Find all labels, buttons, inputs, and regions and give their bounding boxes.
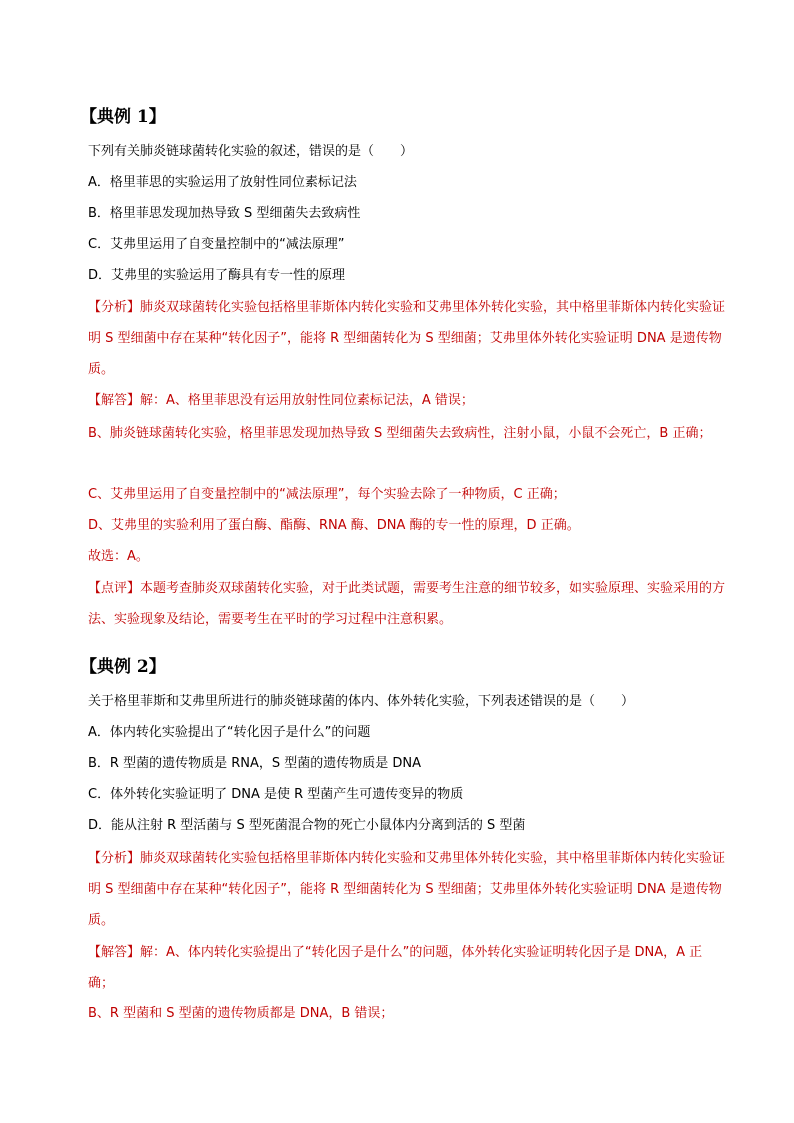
example-2-analysis — [88, 843, 728, 936]
example-1-option-c: C．艾弗里运用了自变量控制中的“减法原理” — [88, 237, 345, 252]
example-1-heading: 【典例 1】 — [80, 107, 166, 127]
example-2-option-b: B．R 型菌的遗传物质是 RNA，S 型菌的遗传物质是 DNA — [88, 756, 422, 771]
answer-tag: 【解答】 — [88, 393, 141, 408]
analysis-tag: 【分析】 — [88, 851, 141, 866]
analysis-tag: 【分析】 — [88, 300, 141, 315]
example-1-answer-b: B、肺炎链球菌转化实验，格里菲思发现加热导致 S 型细菌失去致病性，注射小鼠，小鼠不会死亡，B 正确； — [88, 426, 712, 441]
comment-text: 本题考查肺炎双球菌转化实验，对于此类试题，需要考生注意的细节较多，如实验原理、实验采用的方法、实验现象及结论，需要考生在平时的学习过程中注意积累。 — [88, 581, 726, 627]
example-1-option-a: A．格里菲思的实验运用了放射性同位素标记法 — [88, 175, 357, 190]
example-2-answer-a — [88, 937, 728, 999]
example-1-option-d: D．艾弗里的实验运用了酶具有专一性的原理 — [88, 268, 346, 283]
analysis-text: 肺炎双球菌转化实验包括格里菲斯体内转化实验和艾弗里体外转化实验，其中格里菲斯体内转化实验证明 S 型细菌中存在某种“转化因子”，能将 R 型细菌转化为 S 型细菌；艾弗里体外转化实验证明 DNA 是遗传物质。 — [88, 851, 726, 928]
example-1-analysis — [88, 292, 728, 385]
example-1-answer-d: D、艾弗里的实验利用了蛋白酶、酯酶、RNA 酶、DNA 酶的专一性的原理，D 正确。 — [88, 518, 580, 533]
example-1-comment — [88, 573, 728, 635]
comment-tag: 【点评】 — [88, 581, 141, 596]
example-2-heading: 【典例 2】 — [80, 657, 166, 677]
answer-a-text: 解：A、体内转化实验提出了“转化因子是什么”的问题，体外转化实验证明转化因子是 DNA，A 正确； — [88, 945, 703, 991]
example-2-question: 关于格里菲斯和艾弗里所进行的肺炎链球菌的体内、体外转化实验，下列表述错误的是（ ） — [88, 694, 635, 709]
example-1-answer-a — [88, 392, 474, 410]
example-2-answer-b: B、R 型菌和 S 型菌的遗传物质都是 DNA，B 错误； — [88, 1006, 394, 1021]
example-1-option-b: B．格里菲思发现加热导致 S 型细菌失去致病性 — [88, 206, 361, 221]
example-2-option-a: A．体内转化实验提出了“转化因子是什么”的问题 — [88, 725, 371, 740]
answer-a-text: 解：A、格里菲思没有运用放射性同位素标记法，A 错误； — [140, 393, 474, 408]
answer-tag: 【解答】 — [88, 945, 141, 960]
example-2-option-c: C．体外转化实验证明了 DNA 是使 R 型菌产生可遗传变异的物质 — [88, 787, 464, 802]
example-1-answer-c: C、艾弗里运用了自变量控制中的“减法原理”，每个实验去除了一种物质，C 正确； — [88, 487, 566, 502]
example-1-choice: 故选：A。 — [88, 549, 149, 564]
example-1-question: 下列有关肺炎链球菌转化实验的叙述，错误的是（ ） — [88, 144, 414, 159]
example-2-option-d: D．能从注射 R 型活菌与 S 型死菌混合物的死亡小鼠体内分离到活的 S 型菌 — [88, 818, 526, 833]
analysis-text: 肺炎双球菌转化实验包括格里菲斯体内转化实验和艾弗里体外转化实验，其中格里菲斯体内转化实验证明 S 型细菌中存在某种“转化因子”，能将 R 型细菌转化为 S 型细菌；艾弗里体外转化实验证明 DNA 是遗传物质。 — [88, 300, 726, 377]
